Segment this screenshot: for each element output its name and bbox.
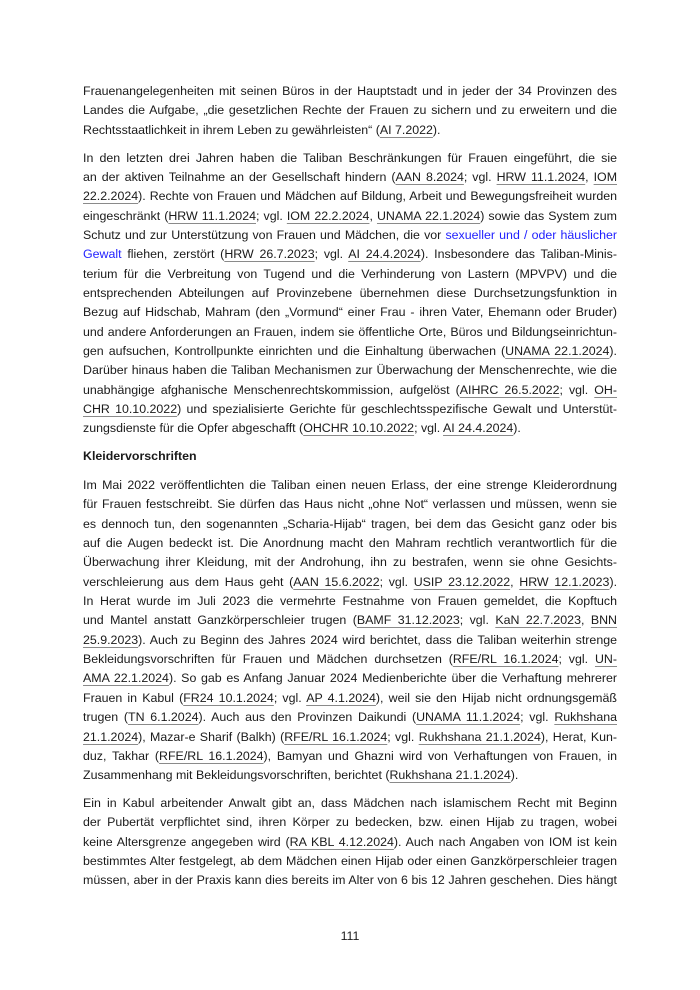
source-reference-link[interactable]: HRW 11.1.2024 — [496, 169, 586, 184]
text-run: Rechtsstaatlichkeit in ihrem Leben zu gewährleisten“ ( — [83, 122, 380, 137]
source-reference-link[interactable]: AIHRC 26.5.2022 — [459, 382, 560, 397]
text-run: müssen, aber in der Praxis kann dies bereits im Alter von 6 bis 12 Jahren geschehen. Dies hängt — [83, 873, 617, 888]
source-reference-link[interactable]: RFE/RL 16.1.2024 — [452, 652, 559, 667]
text-line — [83, 669, 617, 688]
paragraph — [83, 794, 617, 891]
text-run: der Pubertät verpflichtet sind, ihren Körper zu bedecken, bzw. einen Hijab zu tragen, wobei — [83, 815, 617, 830]
text-line — [83, 207, 617, 226]
text-run: ; vgl. — [255, 208, 287, 223]
text-run: und Mantel anstatt Ganzkörperschleier trugen ( — [83, 613, 357, 628]
source-reference-link[interactable]: OHCHR 10.10.2022 — [303, 421, 415, 436]
section-heading: Kleidervorschriften — [83, 449, 197, 464]
text-line — [83, 149, 617, 168]
text-run: In den letzten drei Jahren haben die Taliban Beschränkungen für Frauen eingeführt, die sie — [83, 150, 617, 165]
text-line — [83, 747, 617, 766]
text-run: ; vgl. — [314, 247, 349, 262]
text-run: und andere Anforderungen an Frauen, indem sie öffentliche Orte, Büros und Bildungseinrichtun- — [83, 324, 617, 339]
text-line — [83, 381, 617, 400]
text-run: Bekleidungsvorschriften für Frauen und Mädchen durchsetzen ( — [83, 652, 453, 667]
source-reference-link[interactable]: 25.9.2023 — [83, 632, 139, 647]
text-run: ), weil sie den Hijab nicht ordnungsgemäß — [375, 690, 617, 705]
text-run: Zusammenhang mit Bekleidungsvorschriften, berichtet ( — [83, 768, 390, 783]
text-run: ). — [609, 343, 617, 358]
text-run: ). — [513, 421, 521, 436]
text-run: ; vgl. — [387, 729, 419, 744]
text-run: , — [510, 574, 520, 589]
text-run: ; vgl. — [559, 382, 595, 397]
text-run: an der aktiven Teilnahme an der Gesellschaft hindern ( — [83, 169, 396, 184]
source-reference-link[interactable]: BAMF 31.12.2023 — [356, 613, 460, 628]
text-line — [83, 708, 617, 727]
source-reference-link[interactable]: RFE/RL 16.1.2024 — [159, 748, 264, 763]
text-line — [83, 101, 617, 120]
text-run: auf die Augen bedeckt ist. Die Anordnung macht den Mahram rechtlich verantwortlich für die — [83, 536, 617, 551]
text-run: , — [369, 208, 377, 223]
text-run: ). So gab es Anfang Januar 2024 Medienberichte über die Verhaftung mehrerer — [168, 671, 617, 686]
text-run: ). — [432, 122, 441, 137]
text-run: Bezug auf Hidschab, Mahram (den „Vormund“ einer Frau - ihren Vater, Ehemann oder Bruder) — [83, 305, 617, 320]
source-reference-link[interactable]: HRW 26.7.2023 — [224, 247, 315, 262]
text-run: ). Insbesondere das Taliban-Minis- — [420, 247, 617, 262]
text-line — [83, 361, 617, 380]
text-line — [83, 476, 617, 495]
page-number: 111 — [340, 929, 360, 943]
source-reference-link[interactable]: AI 24.4.2024 — [348, 247, 421, 262]
text-run: für Frauen festschreibt. Sie dürfen das Haus nicht „ohne Not“ verlassen und müssen, wenn sie — [83, 497, 617, 512]
paragraph — [83, 82, 617, 140]
source-reference-link[interactable]: AAN 15.6.2022 — [293, 574, 380, 589]
source-reference-link[interactable]: AI 7.2022 — [379, 122, 433, 137]
text-line — [83, 419, 617, 438]
text-line — [83, 82, 617, 101]
text-run: gen aufsuchen, Kontrollpunkte einrichten und die Einhaltung überwachen ( — [83, 343, 506, 358]
text-line — [83, 871, 617, 890]
text-run: es dennoch tun, den sogenannten „Scharia-Hijab“ tragen, bei dem das Gesicht ganz oder bis — [83, 516, 617, 531]
text-line — [83, 400, 617, 419]
source-reference-link[interactable]: IOM — [593, 169, 618, 184]
text-line — [83, 515, 617, 534]
text-line — [83, 168, 617, 187]
source-reference-link[interactable]: IOM 22.2.2024 — [286, 208, 370, 223]
source-reference-link[interactable]: BNN — [590, 613, 618, 628]
text-line — [83, 187, 617, 206]
text-run: ), Bamyan und Ghazni wird von Verhaftungen von Frauen, in — [263, 748, 617, 763]
source-reference-link[interactable]: Rukhshana — [554, 710, 617, 725]
text-run: duz, Takhar ( — [83, 748, 160, 763]
source-reference-link[interactable]: Rukhshana 21.1.2024 — [418, 729, 541, 744]
text-run: verschleierung aus dem Haus geht ( — [83, 574, 294, 589]
source-reference-link[interactable]: KaN 22.7.2023 — [495, 613, 581, 628]
text-line — [83, 611, 617, 630]
text-line — [83, 553, 617, 572]
source-reference-link[interactable]: UNAMA 11.1.2024 — [416, 710, 521, 725]
text-line — [83, 534, 617, 553]
text-run: , — [580, 613, 591, 628]
text-line — [83, 121, 617, 140]
text-run: keine Altersgrenze angegeben wird ( — [83, 834, 290, 849]
text-run: ). — [609, 574, 618, 589]
text-run: trugen ( — [83, 710, 128, 725]
text-line — [83, 495, 617, 514]
source-reference-link[interactable]: FR24 10.1.2024 — [183, 690, 274, 705]
text-run: ; vgl. — [459, 613, 496, 628]
text-run: ; vgl. — [520, 710, 555, 725]
source-reference-link[interactable]: 21.1.2024 — [83, 729, 139, 744]
text-line — [83, 689, 617, 708]
source-reference-link[interactable]: TN 6.1.2024 — [128, 710, 199, 725]
text-run: unabhängige afghanische Menschenrechtskommission, aufgelöst ( — [83, 382, 460, 397]
document-body — [83, 82, 617, 899]
glossary-link[interactable]: Gewalt — [83, 247, 122, 262]
text-run: terium für die Verbreitung von Tugend und die Verhinderung von Lastern (MPVPV) und die — [83, 266, 617, 281]
paragraph — [83, 476, 617, 786]
text-run: ). Rechte von Frauen und Mädchen auf Bildung, Arbeit und Bewegungsfreiheit wurden — [138, 189, 617, 204]
source-reference-link[interactable]: Rukhshana 21.1.2024 — [389, 768, 511, 783]
text-run: eingeschränkt ( — [83, 208, 169, 223]
text-run: ). Auch zu Beginn des Jahres 2024 wird berichtet, dass die Taliban weiterhin strenge — [138, 632, 617, 647]
text-line — [83, 852, 617, 871]
text-run: Ein in Kabul arbeitender Anwalt gibt an, dass Mädchen nach islamischem Recht mit Beginn — [83, 796, 617, 811]
text-run: Frauen in Kabul ( — [83, 690, 184, 705]
source-reference-link[interactable]: AAN 8.2024 — [395, 169, 464, 184]
text-run: Im Mai 2022 veröffentlichten die Taliban einen neuen Erlass, der eine strenge Kleiderordnung — [83, 478, 617, 493]
text-line — [83, 226, 617, 245]
text-run: ; vgl. — [273, 690, 307, 705]
text-run: ). Auch nach Angaben von IOM ist kein — [393, 834, 617, 849]
text-run: , — [585, 169, 594, 184]
text-line — [83, 631, 617, 650]
text-run: ). — [510, 768, 519, 783]
text-line — [83, 284, 617, 303]
source-reference-link[interactable]: UN- — [594, 652, 618, 667]
source-reference-link[interactable]: RFE/RL 16.1.2024 — [284, 729, 388, 744]
source-reference-link[interactable]: AMA 22.1.2024 — [83, 671, 169, 686]
text-run: ) sowie das System zum — [480, 208, 617, 223]
text-run: fliehen, zerstört ( — [121, 247, 225, 262]
text-run: zungsdienste für die Opfer abgeschafft ( — [83, 421, 304, 436]
text-run: In Herat wurde im Juli 2023 die vermehrte Festnahme von Frauen gemeldet, die Kopftuch — [83, 594, 617, 609]
text-run: ; vgl. — [379, 574, 414, 589]
text-line — [83, 245, 617, 264]
source-reference-link[interactable]: UNAMA 22.1.2024 — [505, 343, 610, 358]
source-reference-link[interactable]: RA KBL 4.12.2024 — [289, 834, 394, 849]
text-run: Überwachung ihrer Kleidung, mit der Androhung, ihn zu bestrafen, wenn sie ohne Gesichts- — [83, 555, 617, 570]
text-line — [83, 303, 617, 322]
text-line — [83, 794, 617, 813]
text-line — [83, 265, 617, 284]
source-reference-link[interactable]: 22.2.2024 — [83, 189, 139, 204]
source-reference-link[interactable]: UNAMA 22.1.2024 — [376, 208, 481, 223]
text-run: ). Auch aus den Provinzen Daikundi ( — [198, 710, 417, 725]
text-line — [83, 813, 617, 832]
text-line — [83, 833, 617, 852]
text-run: ), Herat, Kun- — [540, 729, 617, 744]
text-run: bestimmtes Alter festgelegt, ab dem Mädchen einen Hijab oder einen Ganzkörperschleier tragen — [83, 854, 617, 869]
source-reference-link[interactable]: AP 4.1.2024 — [306, 690, 376, 705]
paragraph — [83, 149, 617, 439]
text-run: ; vgl. — [414, 421, 444, 436]
text-run: ), Mazar-e Sharif (Balkh) ( — [138, 729, 285, 744]
text-line — [83, 650, 617, 669]
text-run: Schutz und zur Unterstützung von Frauen und Mädchen, die vor — [83, 227, 446, 242]
text-line — [83, 766, 617, 785]
source-reference-link[interactable]: HRW 11.1.2024 — [168, 208, 256, 223]
text-run: Landes die Aufgabe, „die gesetzlichen Rechte der Frauen zu sichern und zu erweitern und die — [83, 103, 617, 118]
text-line — [83, 592, 617, 611]
source-reference-link[interactable]: USIP 23.12.2022 — [413, 574, 511, 589]
text-run: ; vgl. — [463, 169, 497, 184]
source-reference-link[interactable]: CHR 10.10.2022 — [83, 402, 178, 416]
text-run: entsprechenden Abteilungen auf Provinzebene übernehmen diese Durchsetzungsfunktion in — [83, 285, 617, 300]
text-run: Darüber hinaus haben die Taliban Mechanismen zur Überwachung der Menschenrechte, wie die — [83, 363, 617, 378]
source-reference-link[interactable]: HRW 12.1.2023 — [519, 574, 610, 589]
text-line — [83, 323, 617, 342]
text-run: ) und spezialisierte Gerichte für geschlechtsspezifische Gewalt und Unterstüt- — [177, 402, 617, 416]
text-line — [83, 573, 617, 592]
source-reference-link[interactable]: OH- — [594, 382, 618, 397]
text-line — [83, 728, 617, 747]
text-line — [83, 342, 617, 361]
text-run: ; vgl. — [558, 652, 595, 667]
text-run: Frauenangelegenheiten mit seinen Büros in der Hauptstadt und in jeder der 34 Provinzen des — [83, 84, 617, 98]
source-reference-link[interactable]: AI 24.4.2024 — [443, 421, 514, 436]
glossary-link[interactable]: sexueller und / oder häuslicher — [445, 227, 617, 242]
